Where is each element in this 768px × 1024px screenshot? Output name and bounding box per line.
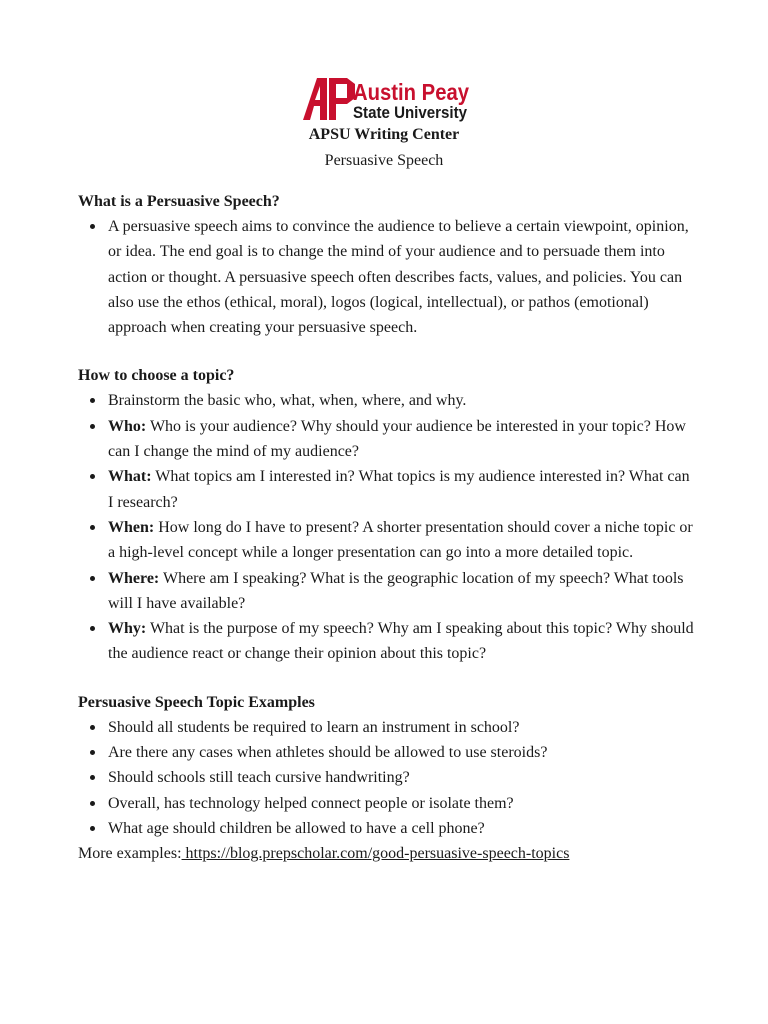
bullet-icon	[90, 474, 95, 479]
section-heading: Persuasive Speech Topic Examples	[78, 693, 315, 711]
document-title: APSU Writing Center	[308, 126, 460, 143]
item-text: Brainstorm the basic who, what, when, where, and why.	[108, 392, 467, 410]
item-text: What topics am I interested in? What topics is my audience interested in? What can I research?	[108, 468, 690, 511]
item-label: Why:	[108, 620, 147, 638]
list-item	[78, 214, 698, 340]
bullet-icon	[90, 775, 95, 780]
list-item	[78, 616, 698, 667]
more-examples-link[interactable]: https://blog.prepscholar.com/good-persuasive-speech-topics	[181, 845, 570, 863]
item-text: Should all students be required to learn an instrument in school?	[108, 718, 520, 736]
list-item	[78, 388, 698, 413]
section-heading: How to choose a topic?	[78, 367, 235, 385]
list-item	[78, 464, 698, 515]
list-item	[78, 740, 698, 765]
item-text: How long do I have to present? A shorter presentation should cover a niche topic or a high-level concept while a longer presentation can go into a more detailed topic.	[108, 518, 693, 562]
bullet-icon	[90, 398, 95, 403]
bullet-icon	[90, 576, 95, 581]
list-item	[78, 414, 698, 465]
item-label: Who:	[108, 417, 147, 435]
item-text: Who is your audience? Why should your audience be interested in your topic? How can I change the mind of my audience?	[108, 417, 686, 461]
list-item	[78, 515, 698, 566]
bullet-icon	[90, 801, 95, 806]
bullet-list	[78, 715, 698, 841]
bullet-icon	[90, 725, 95, 730]
list-item	[78, 566, 698, 617]
bullet-icon	[90, 626, 95, 631]
bullet-list	[78, 388, 698, 666]
bullet-icon	[90, 424, 95, 429]
logo-line1: Austin Peay	[353, 79, 470, 105]
document-body	[78, 189, 698, 866]
item-text: Should schools still teach cursive handwriting?	[108, 769, 410, 787]
item-label: When:	[108, 518, 155, 536]
list-item	[78, 791, 698, 816]
bullet-icon	[90, 826, 95, 831]
bullet-icon	[90, 525, 95, 530]
austin-peay-logo	[303, 76, 469, 122]
bullet-list	[78, 214, 698, 340]
section-heading: What is a Persuasive Speech?	[78, 193, 280, 210]
more-examples	[78, 841, 698, 866]
list-item	[78, 816, 698, 841]
item-text: Are there any cases when athletes should be allowed to use steroids?	[108, 744, 548, 762]
more-examples-label: More examples:	[78, 845, 182, 863]
bullet-icon	[90, 750, 95, 755]
item-text: Overall, has technology helped connect people or isolate them?	[108, 794, 514, 812]
item-text: A persuasive speech aims to convince the audience to believe a certain viewpoint, opinion, or idea. The end goal is to change the mind of your audience and to persuade them into action or thought. A persuasive speech often describes facts, values, and policies. You can also use the ethos (ethical, moral), logos (logical, intellectual), or pathos (emotional) approach when creating your persuasive speech.	[108, 218, 689, 337]
list-item	[78, 765, 698, 790]
document-subtitle: Persuasive Speech	[324, 152, 444, 169]
logo-line2: State University	[353, 103, 468, 122]
item-text: Where am I speaking? What is the geographic location of my speech? What tools will I have available?	[108, 569, 684, 612]
list-item	[78, 715, 698, 740]
bullet-icon	[90, 224, 95, 229]
item-text: What age should children be allowed to have a cell phone?	[108, 819, 485, 837]
item-text: What is the purpose of my speech? Why am I speaking about this topic? Why should the audience react or change their opinion about this topic?	[108, 620, 694, 663]
item-label: Where:	[108, 569, 160, 587]
item-label: What:	[108, 468, 152, 486]
